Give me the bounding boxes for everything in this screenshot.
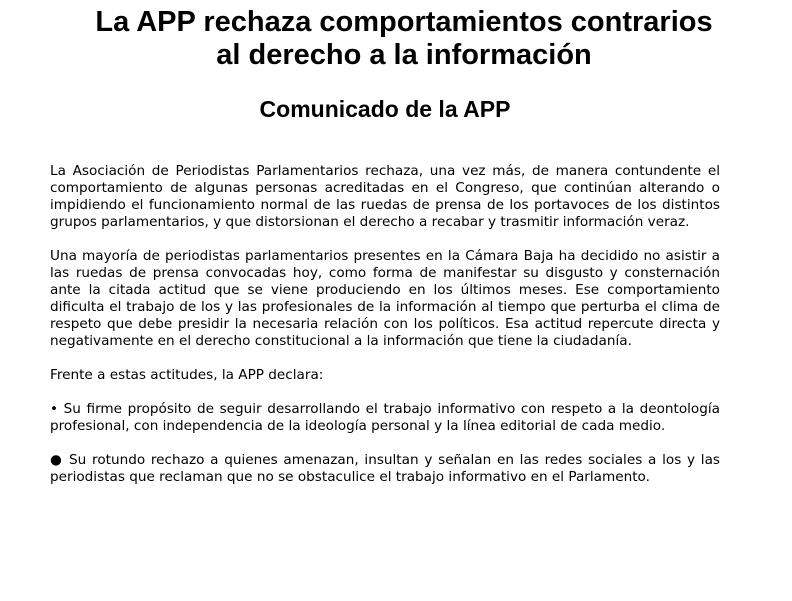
- paragraph-declaration: Frente a estas actitudes, la APP declara:: [50, 367, 324, 383]
- bullet-text-2: Su rotundo rechazo a quienes amenazan, insultan y señalan en las redes sociales a los y las periodistas que reclaman que no se obstaculice el trabajo informativo en el Parlamento.: [50, 452, 720, 485]
- page-title: [0, 6, 792, 72]
- page-subtitle: Comunicado de la APP: [259, 96, 511, 122]
- bullet-marker-2: ●: [50, 452, 64, 468]
- bullet-item-1: [50, 401, 720, 435]
- bullet-marker-1: •: [50, 401, 59, 417]
- title-line-1: La APP rechaza comportamientos contrarios: [95, 6, 713, 38]
- paragraph-intro: La Asociación de Periodistas Parlamentarios rechaza, una vez más, de manera contundente el comportamiento de algunas personas acreditadas en el Congreso, que continúan alterando o impidiendo el funcionamiento normal de las ruedas de prensa de los portavoces de los distintos grupos parlamentarios, y que distorsionan el derecho a recabar y trasmitir información veraz.: [50, 163, 720, 230]
- paragraph-majority: Una mayoría de periodistas parlamentarios presentes en la Cámara Baja ha decidido no asistir a las ruedas de prensa convocadas hoy, como forma de manifestar su disgusto y consternación ante la citada actitud que se viene produciendo en los últimos meses. Ese comportamiento dificulta el trabajo de los y las profesionales de la información al tiempo que perturba el clima de respeto que debe presidir la necesaria relación con los políticos. Esa actitud repercute directa y negativamente en el derecho constitucional a la información que tiene la ciudadanía.: [50, 248, 720, 349]
- bullet-item-2: [50, 452, 720, 486]
- title-line-2: al derecho a la información: [216, 39, 592, 71]
- bullet-text-1: Su firme propósito de seguir desarrollando el trabajo informativo con respeto a la deontología profesional, con independencia de la ideología personal y la línea editorial de cada medio.: [50, 401, 720, 434]
- document-body: [50, 163, 720, 503]
